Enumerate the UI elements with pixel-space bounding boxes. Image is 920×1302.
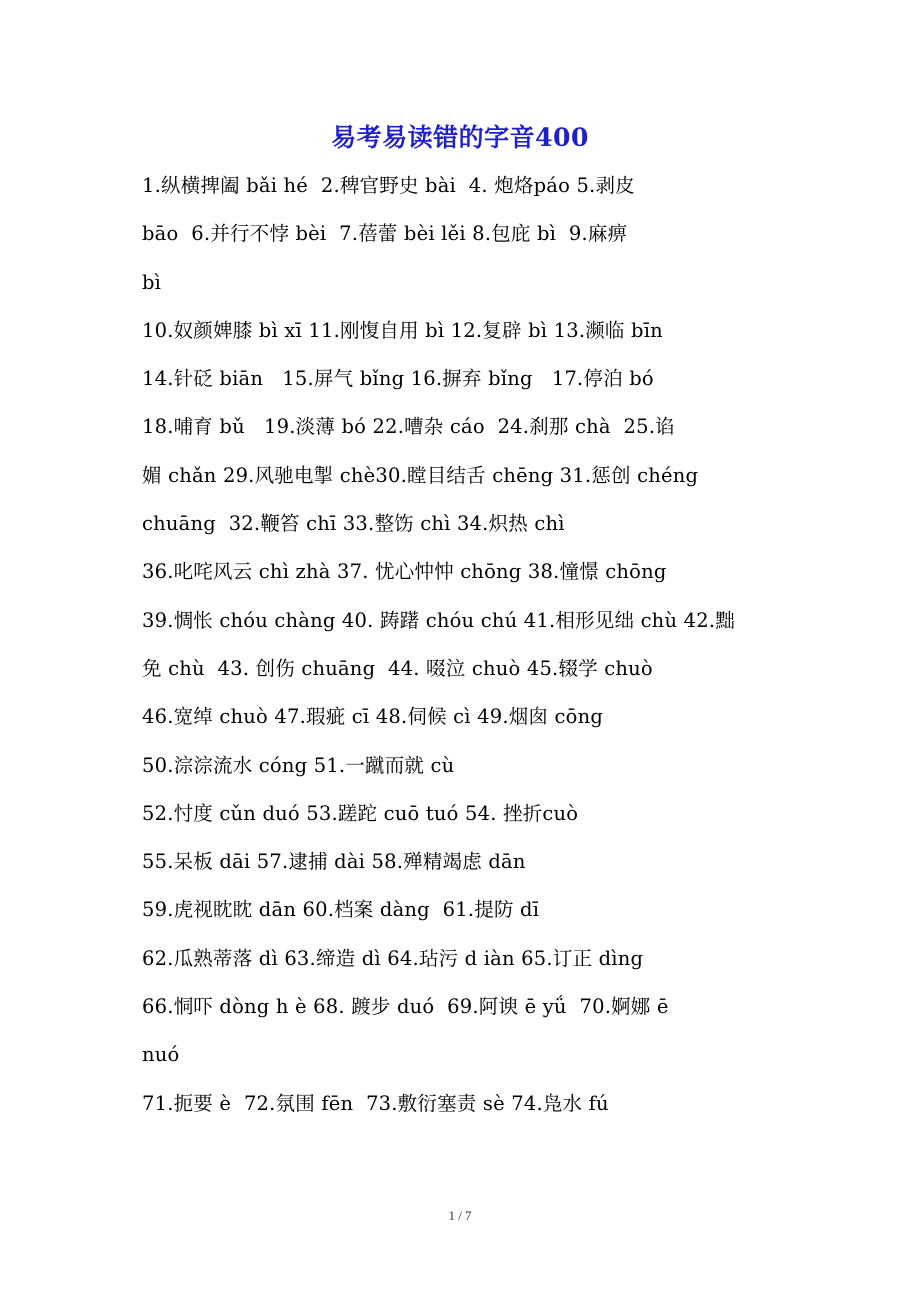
- text-line: nuó: [142, 1043, 180, 1067]
- text-line: 10.奴颜婢膝 bì xī 11.刚愎自用 bì 12.复辟 bì 13.濒临 bīn: [142, 318, 663, 342]
- text-line: 39.惆怅 chóu chàng 40. 踌躇 chóu chú 41.相形见绌 chù 42.黜: [142, 608, 735, 632]
- page-number: 1 / 7: [448, 1208, 472, 1223]
- text-line: bāo 6.并行不悖 bèi 7.蓓蕾 bèi lěi 8.包庇 bì 9.麻痹: [142, 222, 628, 246]
- text-line: 18.哺育 bǔ 19.淡薄 bó 22.嘈杂 cáo 24.刹那 chà 25.谄: [142, 415, 675, 439]
- text-line: 14.针砭 biān 15.屏气 bǐng 16.摒弃 bǐng 17.停泊 bó: [142, 367, 654, 391]
- text-line: 50.淙淙流水 cóng 51.一蹴而就 cù: [142, 753, 455, 777]
- text-line: 55.呆板 dāi 57.逮捕 dài 58.殚精竭虑 dān: [142, 850, 526, 874]
- text-line: 59.虎视眈眈 dān 60.档案 dàng 61.提防 dī: [142, 898, 540, 922]
- page-title: 易考易读错的字音400: [331, 123, 589, 152]
- text-line: chuāng 32.鞭笞 chī 33.整饬 chì 34.炽热 chì: [142, 512, 565, 536]
- text-line: 62.瓜熟蒂落 dì 63.缔造 dì 64.玷污 d iàn 65.订正 dìng: [142, 946, 644, 970]
- text-line: 1.纵横捭阖 bǎi hé 2.稗官野史 bài 4. 炮烙páo 5.剥皮: [142, 174, 635, 197]
- text-line: 66.恫吓 dòng h è 68. 踱步 duó 69.阿谀 ē yǘ 70.婀娜 ē: [142, 995, 669, 1019]
- text-line: 71.扼要 è 72.氛围 fēn 73.敷衍塞责 sè 74.凫水 fú: [142, 1091, 609, 1115]
- text-line: bì: [142, 270, 162, 294]
- text-line: 46.宽绰 chuò 47.瑕疵 cī 48.伺候 cì 49.烟囱 cōng: [142, 705, 604, 729]
- pronunciation-list: [142, 165, 832, 1131]
- text-line: 36.叱咤风云 chì zhà 37. 忧心忡忡 chōng 38.憧憬 chōng: [142, 560, 667, 584]
- text-line: 免 chù 43. 创伤 chuāng 44. 啜泣 chuò 45.辍学 chuò: [142, 656, 653, 680]
- text-line: 媚 chǎn 29.风驰电掣 chè30.瞠目结舌 chēng 31.惩创 chéng: [142, 463, 699, 487]
- text-line: 52.忖度 cǔn duó 53.蹉跎 cuō tuó 54. 挫折cuò: [142, 801, 579, 825]
